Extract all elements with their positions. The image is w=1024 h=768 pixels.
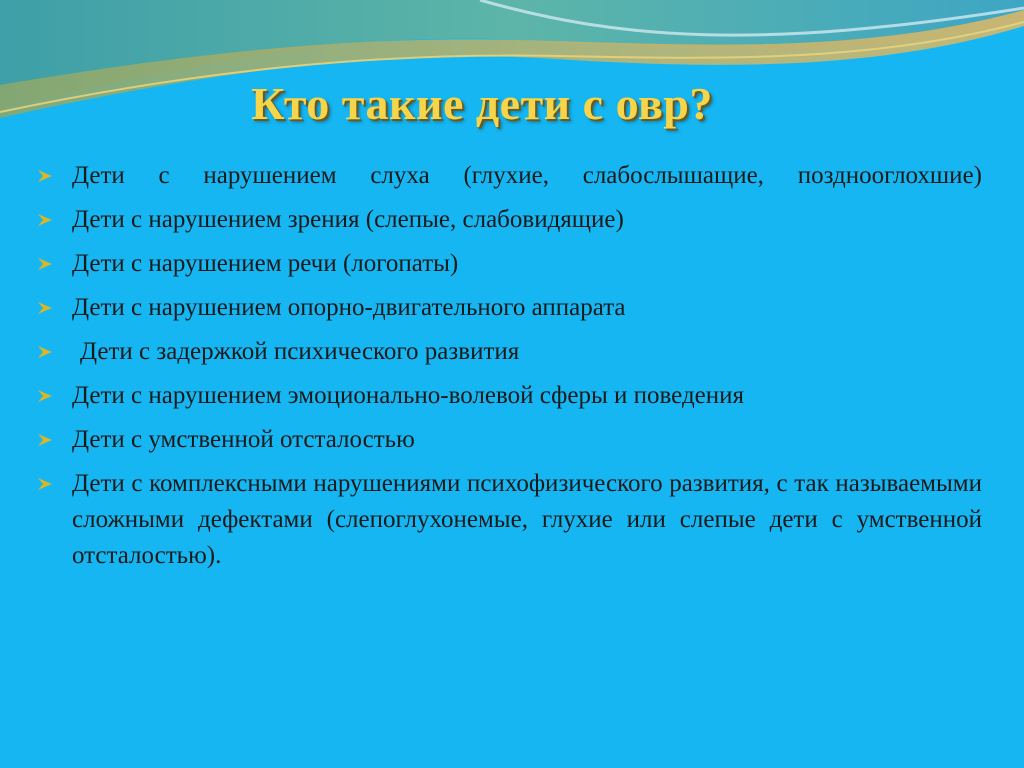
arrow-bullet-icon xyxy=(36,387,54,405)
bullet-list xyxy=(36,158,982,582)
list-item xyxy=(36,158,982,194)
list-item-text: Дети с комплексными нарушениями психофизического развития, с так называемыми сложными дефектами (слепоглухонемые, глухие или слепые дети с умственной отсталостью). xyxy=(72,470,982,569)
list-item xyxy=(36,422,982,458)
list-item xyxy=(36,290,982,326)
arrow-bullet-icon xyxy=(36,167,54,185)
list-item-text: Дети с нарушением слуха (глухие, слабослышащие, позднооглохшие) xyxy=(72,162,982,189)
list-item-text: Дети с умственной отсталостью xyxy=(72,426,415,453)
arrow-bullet-icon xyxy=(36,431,54,449)
arrow-bullet-icon xyxy=(36,255,54,273)
list-item-text: Дети с нарушением эмоционально-волевой сферы и поведения xyxy=(72,382,745,409)
arrow-bullet-icon xyxy=(36,475,54,493)
page-title-text: Кто такие дети с овр? xyxy=(251,78,713,129)
list-item-text: Дети с нарушением опорно-двигательного аппарата xyxy=(72,294,626,321)
list-item xyxy=(36,378,982,414)
list-item-text: Дети с задержкой психического развития xyxy=(80,338,520,365)
list-item xyxy=(36,466,982,574)
list-item-text: Дети с нарушением речи (логопаты) xyxy=(72,250,459,277)
list-item xyxy=(36,246,982,282)
list-item xyxy=(36,334,982,370)
arrow-bullet-icon xyxy=(36,211,54,229)
arrow-bullet-icon xyxy=(36,343,54,361)
list-item-text: Дети с нарушением зрения (слепые, слабовидящие) xyxy=(72,206,624,233)
list-item xyxy=(36,202,982,238)
page-title xyxy=(0,76,1024,132)
arrow-bullet-icon xyxy=(36,299,54,317)
